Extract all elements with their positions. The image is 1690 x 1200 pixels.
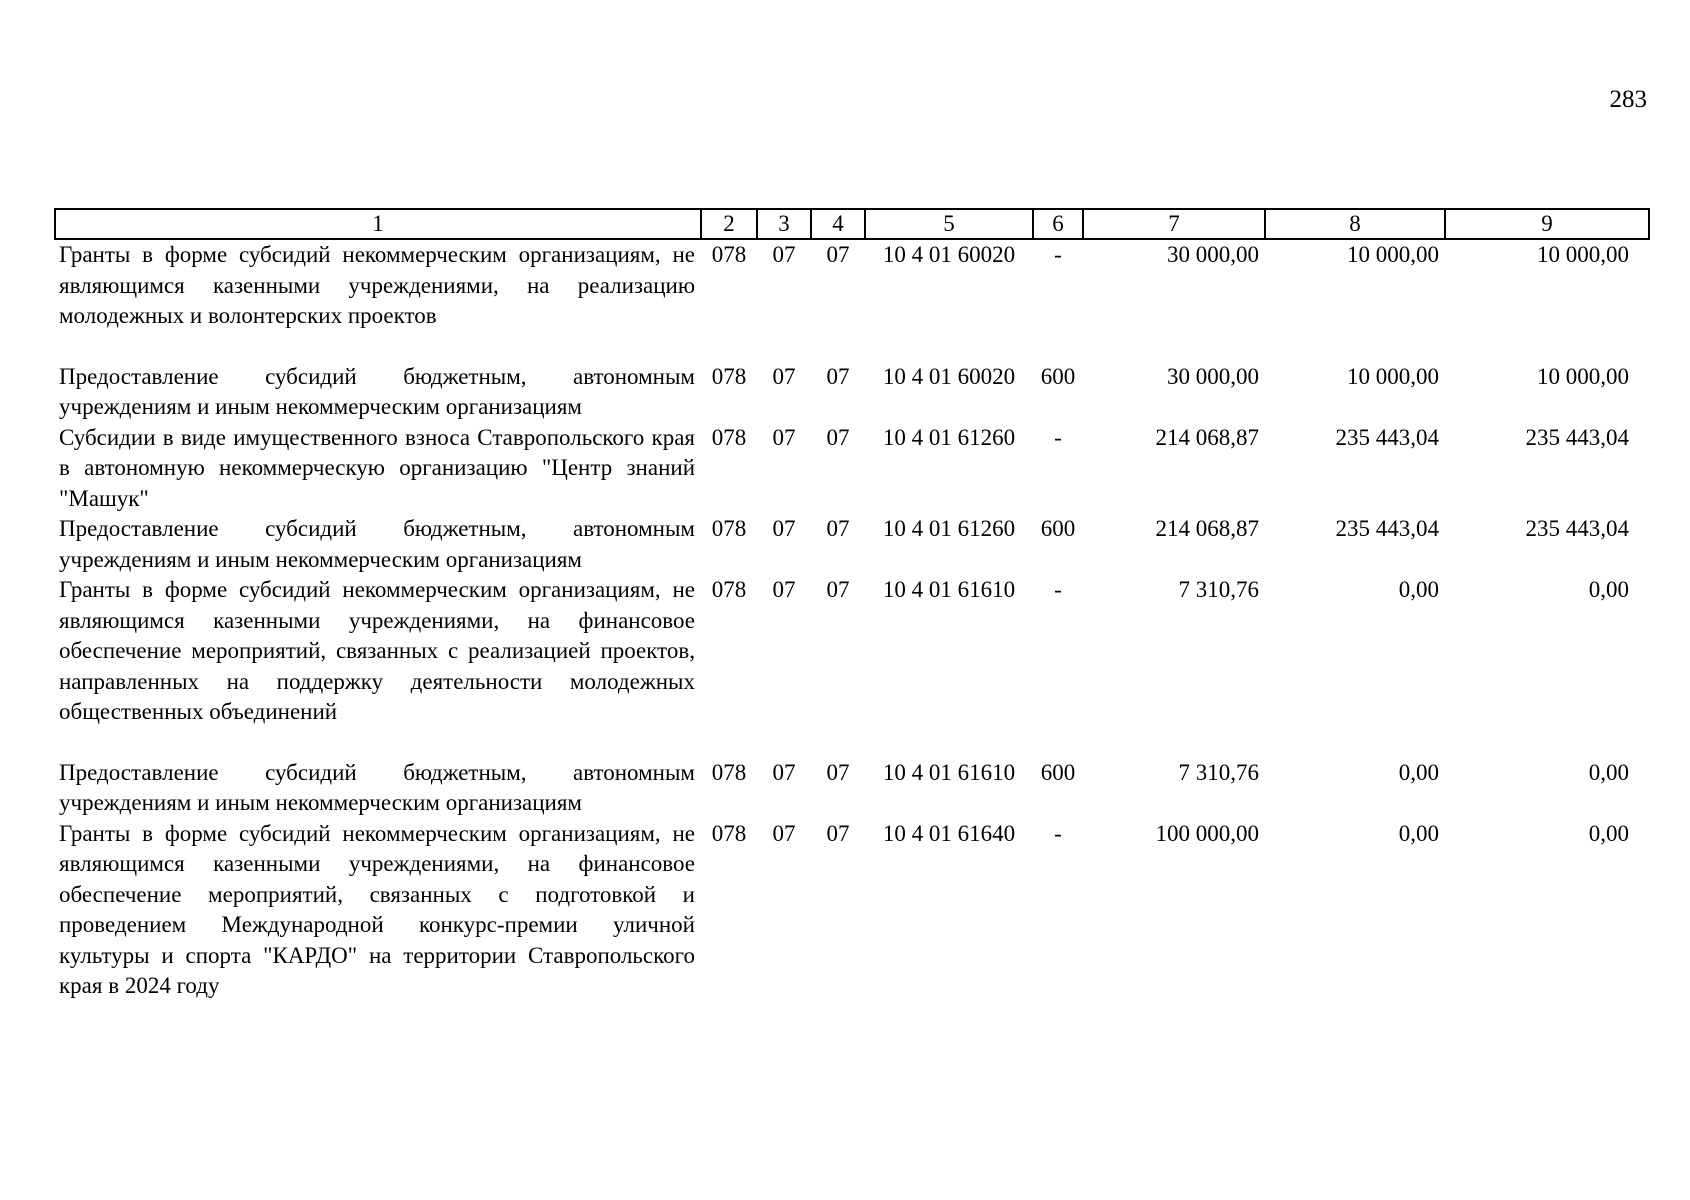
row-col-4: 07	[826, 577, 850, 602]
table-row	[55, 362, 1649, 423]
row-col-3: 07	[772, 577, 796, 602]
page-number: 283	[1609, 86, 1647, 113]
row-col-2: 078	[711, 759, 747, 785]
row-col-9: 0,00	[1588, 577, 1629, 602]
row-col-4: 07	[826, 242, 850, 267]
row-col-6: -	[1054, 577, 1062, 602]
header-col-2: 2	[701, 209, 757, 239]
row-col-8: 235 443,04	[1335, 516, 1439, 541]
row-col-6: -	[1054, 424, 1062, 450]
row-col-3: 07	[772, 363, 796, 389]
row-description: Предоставление субсидий бюджетным, автономным учреждениям и иным некоммерческим организациям	[59, 363, 695, 419]
row-col-3: 07	[772, 759, 796, 785]
row-col-6: -	[1054, 820, 1062, 846]
row-description: Субсидии в виде имущественного взноса Ставропольского края в автономную некоммерческую организацию "Центр знаний "Машук"	[59, 424, 695, 511]
row-col-8: 235 443,04	[1335, 424, 1439, 450]
row-col-4: 07	[826, 363, 850, 389]
row-col-5: 10 4 01 61640	[882, 820, 1016, 846]
row-description: Предоставление субсидий бюджетным, автономным учреждениям и иным некоммерческим организациям	[59, 759, 695, 815]
budget-table	[54, 208, 1650, 1002]
row-col-2: 078	[711, 424, 747, 450]
row-col-2: 078	[711, 577, 747, 602]
row-col-3: 07	[772, 242, 796, 267]
row-col-8: 10 000,00	[1347, 363, 1439, 389]
row-col-7: 214 068,87	[1155, 424, 1259, 450]
row-description: Предоставление субсидий бюджетным, автономным учреждениям и иным некоммерческим организациям	[59, 516, 695, 572]
row-col-7: 30 000,00	[1167, 242, 1259, 267]
row-col-7: 7 310,76	[1178, 759, 1259, 785]
header-col-3: 3	[757, 209, 811, 239]
row-col-8: 0,00	[1398, 759, 1439, 785]
row-col-5: 10 4 01 61260	[882, 516, 1016, 541]
row-col-3: 07	[772, 516, 796, 541]
row-description: Гранты в форме субсидий некоммерческим организациям, не являющимся казенными учреждениями, на реализацию молодежных и волонтерских проектов	[59, 242, 695, 328]
header-col-6: 6	[1033, 209, 1083, 239]
row-col-9: 235 443,04	[1525, 516, 1629, 541]
row-col-6: -	[1054, 242, 1062, 267]
row-col-2: 078	[711, 820, 747, 846]
row-col-2: 078	[711, 242, 747, 267]
table-row	[55, 575, 1649, 758]
row-col-5: 10 4 01 61610	[882, 759, 1016, 785]
header-col-8: 8	[1265, 209, 1445, 239]
row-col-2: 078	[711, 516, 747, 541]
table-row	[55, 239, 1649, 362]
row-col-4: 07	[826, 759, 850, 785]
row-col-7: 214 068,87	[1155, 516, 1259, 541]
header-col-1: 1	[55, 209, 701, 239]
row-col-3: 07	[772, 820, 796, 846]
row-col-4: 07	[826, 424, 850, 450]
row-col-9: 10 000,00	[1537, 242, 1629, 267]
row-col-2: 078	[711, 363, 747, 389]
row-col-7: 100 000,00	[1155, 820, 1259, 846]
row-col-9: 10 000,00	[1537, 363, 1629, 389]
row-col-8: 0,00	[1398, 820, 1439, 846]
row-col-6: 600	[1040, 363, 1076, 389]
row-description: Гранты в форме субсидий некоммерческим организациям, не являющимся казенными учреждениями, на финансовое обеспечение мероприятий, связанных с подготовкой и проведением Международной конкурс-премии уличной культуры и спорта "КАРДО" на территории Ставропольского края в 2024 году	[59, 820, 695, 998]
row-col-7: 30 000,00	[1167, 363, 1259, 389]
row-col-7: 7 310,76	[1178, 577, 1259, 602]
header-col-5: 5	[865, 209, 1033, 239]
row-col-9: 235 443,04	[1525, 424, 1629, 450]
row-col-5: 10 4 01 60020	[882, 363, 1016, 389]
row-col-5: 10 4 01 60020	[882, 242, 1016, 267]
row-col-6: 600	[1040, 759, 1076, 785]
table-row	[55, 758, 1649, 819]
row-col-5: 10 4 01 61260	[882, 424, 1016, 450]
table-row	[55, 514, 1649, 575]
header-row	[55, 209, 1649, 239]
table-row	[55, 423, 1649, 515]
header-col-4: 4	[811, 209, 865, 239]
row-col-4: 07	[826, 516, 850, 541]
row-col-4: 07	[826, 820, 850, 846]
row-col-6: 600	[1040, 516, 1076, 541]
row-col-5: 10 4 01 61610	[882, 577, 1016, 602]
header-col-9: 9	[1445, 209, 1649, 239]
row-col-9: 0,00	[1588, 759, 1629, 785]
table-row	[55, 819, 1649, 1002]
row-col-3: 07	[772, 424, 796, 450]
header-col-7: 7	[1083, 209, 1265, 239]
row-col-8: 10 000,00	[1347, 242, 1439, 267]
row-description: Гранты в форме субсидий некоммерческим организациям, не являющимся казенными учреждениями, на финансовое обеспечение мероприятий, связанных с реализацией проектов, направленных на поддержку деятельности молодежных общественных объединений	[59, 577, 695, 724]
row-col-8: 0,00	[1398, 577, 1439, 602]
row-col-9: 0,00	[1588, 820, 1629, 846]
